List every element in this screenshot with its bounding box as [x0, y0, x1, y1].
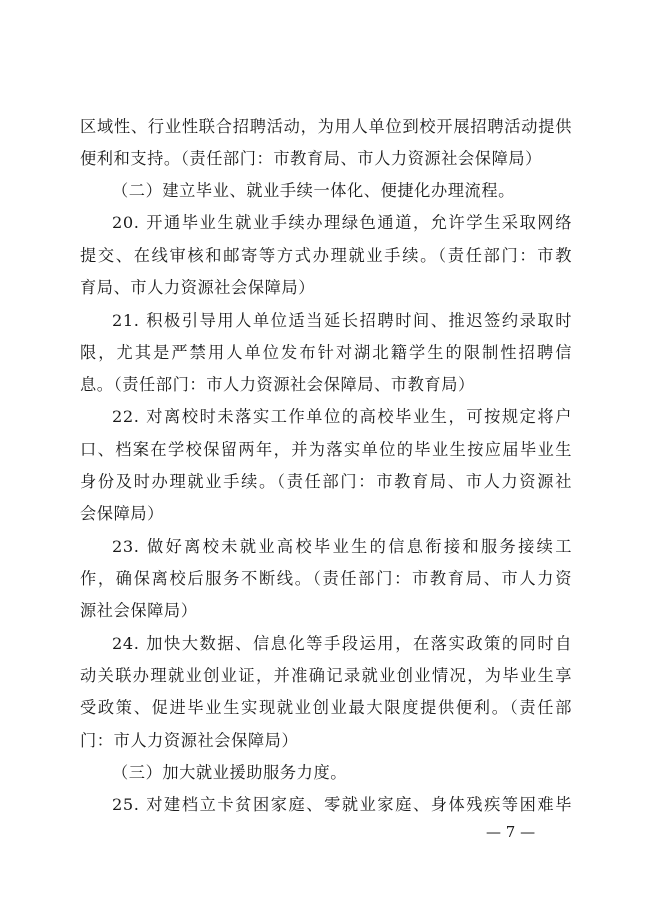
text-line: 限，尤其是严禁用人单位发布针对湖北籍学生的限制性招聘信 [80, 343, 572, 362]
text-line: 作，确保离校后服务不断线。（责任部门：市教育局、市人力资 [80, 569, 572, 588]
section-heading: （三）加大就业援助服务力度。 [112, 763, 348, 782]
text-line: 20. 开通毕业生就业手续办理绿色通道，允许学生采取网络 [112, 213, 572, 232]
text-line: 受政策、促进毕业生实现就业创业最大限度提供便利。（责任部 [80, 698, 572, 717]
text-line: 23. 做好离校未就业高校毕业生的信息衔接和服务接续工 [112, 537, 572, 556]
text-line: 24. 加快大数据、信息化等手段运用，在落实政策的同时自 [112, 634, 572, 653]
text-line: 区域性、行业性联合招聘活动，为用人单位到校开展招聘活动提供 [80, 117, 572, 136]
section-heading: （二）建立毕业、就业手续一体化、便捷化办理流程。 [112, 181, 515, 200]
text-line: 提交、在线审核和邮寄等方式办理就业手续。（责任部门：市教 [80, 246, 572, 265]
text-line: 21. 积极引导用人单位适当延长招聘时间、推迟签约录取时 [112, 311, 572, 330]
text-line: 便利和支持。（责任部门：市教育局、市人力资源社会保障局） [80, 149, 542, 168]
text-line: 源社会保障局） [80, 601, 198, 620]
text-line: 身份及时办理就业手续。（责任部门：市教育局、市人力资源社 [80, 472, 572, 491]
text-line: 会保障局） [80, 504, 164, 523]
text-line: 息。（责任部门：市人力资源社会保障局、市教育局） [80, 375, 475, 394]
page-number: — 7 — [486, 823, 536, 841]
text-line: 育局、市人力资源社会保障局） [80, 278, 316, 297]
text-line: 动关联办理就业创业证，并准确记录就业创业情况，为毕业生享 [80, 666, 572, 685]
text-line: 口、档案在学校保留两年，并为落实单位的毕业生按应届毕业生 [80, 440, 572, 459]
text-line: 门：市人力资源社会保障局） [80, 731, 299, 750]
text-line: 25. 对建档立卡贫困家庭、零就业家庭、身体残疾等困难毕 [112, 795, 572, 814]
text-line: 22. 对离校时未落实工作单位的高校毕业生，可按规定将户 [112, 407, 572, 426]
